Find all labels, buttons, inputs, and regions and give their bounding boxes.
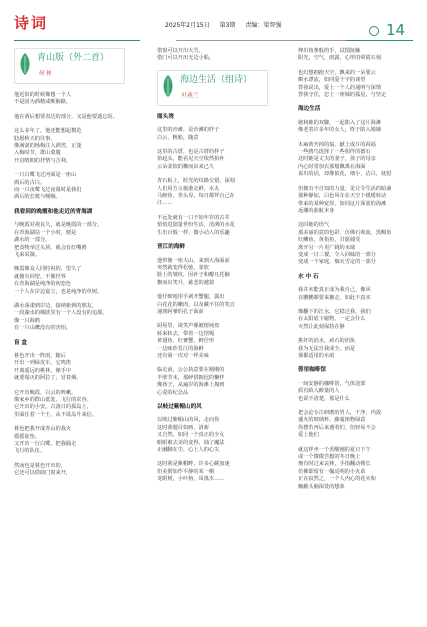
stanza: 晚霞像众人同时祝的，望久了 就拥有回望，不像世界 在青海湖是纯净的初恋色 一个人在岸边嘉立，也是纯净的草树。 (14, 266, 103, 295)
stanza: 像翻下的江水，它稳过我，我们 在太阳底下磁物，一定会什么 灭然让此刻保持在静 (298, 308, 371, 330)
section-heading: 以岐过紫帽山的风 (157, 404, 202, 410)
stanza: 我并未能真正成为我自己，像风 在鹏鹏都要来撤走，如此不真实 (298, 287, 371, 301)
poem-banner (14, 48, 125, 84)
column-2 (157, 48, 268, 491)
stanza: 他仔细地用手剥开蟹腿，露出 白花花的嫩肉，以及藏不住的笑音 递到阿爹的孔子面前 (157, 294, 235, 315)
section-heading: 水 中 石 (298, 273, 319, 280)
stanza: 与晚霞对视良久，就是晚霞的一部分。 在青海湖站一个小时，便是 湖水的一部分。 把食物举过头顶，就会有红嘴鸥 飞来采撷。 (14, 222, 103, 258)
issue-number: 第3期 (219, 22, 236, 29)
stanza: 暮色开出一阵雨，随后 开出一列绿皮车，它鸣笛 开离遥远的桃林，像手中 就要塌灭的阿拉丁，冒着烟。 (14, 352, 82, 382)
poem-author: 叶燕兰 (182, 92, 199, 99)
stanza: 这时她的语气 那美丽的意的色彩，仿佛石观血，黑鲷鱼 红鳞鱼，黄指鱼，甘愿捕受 离开另一片更广阔的水域 变成一日三餐，令入回味的一部分 变成一个家庭，烟火雪定的一部分 (298, 222, 392, 266)
page-number: 14 (386, 21, 406, 39)
stanza: 木麻黄开掉的翁，献上成片的祝福 一些鸥鸟选择了一些相伴的德石 这时她是丈夫的妻子，孩子的母亲 内心时常加衣那船飘离在海面 说出的话，却像依花，细小，洁白，抚慰 (298, 141, 392, 178)
leaf-icon (19, 53, 31, 75)
stanza: 借窗可以开出大雪， 借门可以开出无边小船。 (157, 48, 215, 62)
stanza: 厨屋里，谈笑声像被熔钝盘 转来转去，带着一边馆嘎 黄翅鱼，红膏蟹，鲜仔形 一边咏炸晋江的海鲜 还有第一次对一样美味 (157, 323, 220, 359)
section-logo: 诗词 (14, 14, 49, 32)
stanza: 这么多年了，他还能想起模范 肋愿秋天的往事， 像满滚的杨梅注入酒窖，正逢 入梅时节，群山蒙胧 开启晴朗的抒情与吉利。 (14, 128, 82, 164)
issue-info (165, 20, 289, 29)
section-heading: 蓉里咖啡馆 (298, 367, 326, 374)
section-heading: 晋江的海鲜 (157, 244, 185, 251)
stanza: 就这样坐一个香酸刚的夏日下午 或一个微微苦想的冬日晚上 俺有时过来哀林，手指翻动楼长 仿佛即留有一撮适明的小火苗 正在寂然之，一个人内心的花火和 幽蔽头脑深处的想象 (298, 446, 376, 490)
stanza: 伸出枝条般的手，试图抚触 阳光，空气，雨露，心形的晕霞石刻 (298, 48, 382, 62)
stanza: 她和她的双脚，一起陷入了这片海滩 像老着许多年的女人，终于陷入婚姻 (298, 119, 382, 134)
section-heading: 海边生活 (298, 106, 321, 113)
stanza: 把会论专注研磨的男人，千净，内敛 盛火的玻璃杯，藤蔓植物绿意 你摆若再后来遇着们，但轻易不会 爱上他们 (298, 410, 382, 439)
stanza: 但拥有不自知的力量，见让令生活的暗滴 那种静如，白色风车在天空下缓缓转动 带来的某种宽厚，如同这片深蓝的海滩 返潮的曲航本身 (298, 185, 392, 214)
page-circle-icon (369, 26, 379, 36)
section-heading: 我看到的晚霞和他走近的青海湖 (14, 208, 93, 215)
editor-credit: 责编：梁智强 (245, 22, 282, 29)
header-rule-left (14, 40, 140, 41)
stanza: 这时我是紫帽畔，许多心跳加速 但美假如作平静的某一桐 龙眼树，小叶榕，凤凰木…… (157, 461, 230, 483)
stanza: 临走前，公公执意要在刚刚的 半壁节末，那碎惜拥迟的懒样 像孩子，从遍岸的海滩上掏到 心爱的纪念品 (157, 367, 225, 396)
stanza: 这里的古厝，也是古厝的样子 拾起头，能看见天空依然拍补 云朵柔软的飘而由来已久 (157, 149, 225, 170)
page-header (0, 0, 427, 40)
column-3 (298, 48, 414, 498)
stanza: 他带像一座大山，来到大海面前 突然就变得松弛，柔软 脸上的皱纹，因补子和瓣凡托触 飘而出笑升，慈悲的越猜 (157, 257, 230, 286)
stanza: 然而也是暮色开出的， 它还可以借助门窗来开， (14, 462, 72, 477)
column-1 (14, 48, 125, 485)
poem-title: 海边生活（组诗） (180, 74, 253, 85)
stanza: 湖水荡漾到岸边，接纳新到的朋友， 一段湖水的颠跃里有一个人没有的追那， 像一只海鸥 有一只山鹰没有的害怕。 (14, 302, 108, 332)
poem-banner (157, 70, 268, 106)
header-rule-right (346, 40, 413, 41)
stanza: 挑奸的消水，顽石的团执 我为无法自我成全，而是 那都适用的水痕 (298, 338, 356, 359)
section-heading: 图头湾 (157, 113, 174, 120)
issue-date: 2025年2月15日 (165, 22, 210, 29)
stanza: 青石板上，时光的纹路交错，深刻 人们用方言施港走鲜，水丸 马鲛鱼，拳头母，每日都拜自己在 汪…… (157, 178, 235, 207)
section-heading: 盲 盒 (14, 339, 28, 346)
stanza: 一只白鹭飞过河面是一座山 酒后的古白。 而一只夜鹭飞过夜幕时是我们 酒后的长歌与哽咽。 (14, 172, 82, 201)
stanza: 暮色把我开成青山的我火 摇摇欲坠。 又开出一行白鹭，把我隔走 飞行的队伍。 (14, 426, 77, 455)
stanza: 也幻想拥抱天空，飘来的一朵要云 颇水漂流，如同爱个字的谈望 替我说出，爱上一个人的通明与深情 替我守住，忠上一座城的孤星，与坚定 (298, 69, 387, 99)
leaf-icon (162, 75, 174, 97)
stanza: 不远处就有一口不知年岁的古井 悄悄进溜量世纷生活，清冽的水花 生出百般一样，微小动人的乐趣 (157, 214, 235, 236)
stanza: 他在酒后想要表达的部分，又是他要遗忘的。 (14, 113, 118, 120)
poem-title: 青山版（外二首） (37, 53, 110, 63)
stanza: 它开出晚霞，白云的咳嗽。 像家乡的群山低处，飞行的农谷。 它开出的小安，古落日的孤岛上， 里面住着一个王，从不谎岛升来信。 (14, 389, 98, 418)
stanza: 以岐过紫帽山的风，走向你 这时我题目如画，清新 又自然，如同一个真正的少女 眼眼被去美的变得，抽了魔法 正融脚在尘，心上人的心尖 (157, 417, 225, 454)
stanza: 他近似的时候像想一个人 不是因为酒精或断脑路。 (14, 92, 72, 106)
poem-author: 何 林 (39, 71, 52, 77)
stanza: 这里的沙滩，是沙滩的样子 白云，帆船，随意 (157, 127, 220, 141)
stanza: 一间安静的咖啡馆，气体淀部 质有陷入醉量的人 也说不清楚，那是什么 (298, 380, 366, 402)
header-rule-mid (176, 40, 346, 41)
